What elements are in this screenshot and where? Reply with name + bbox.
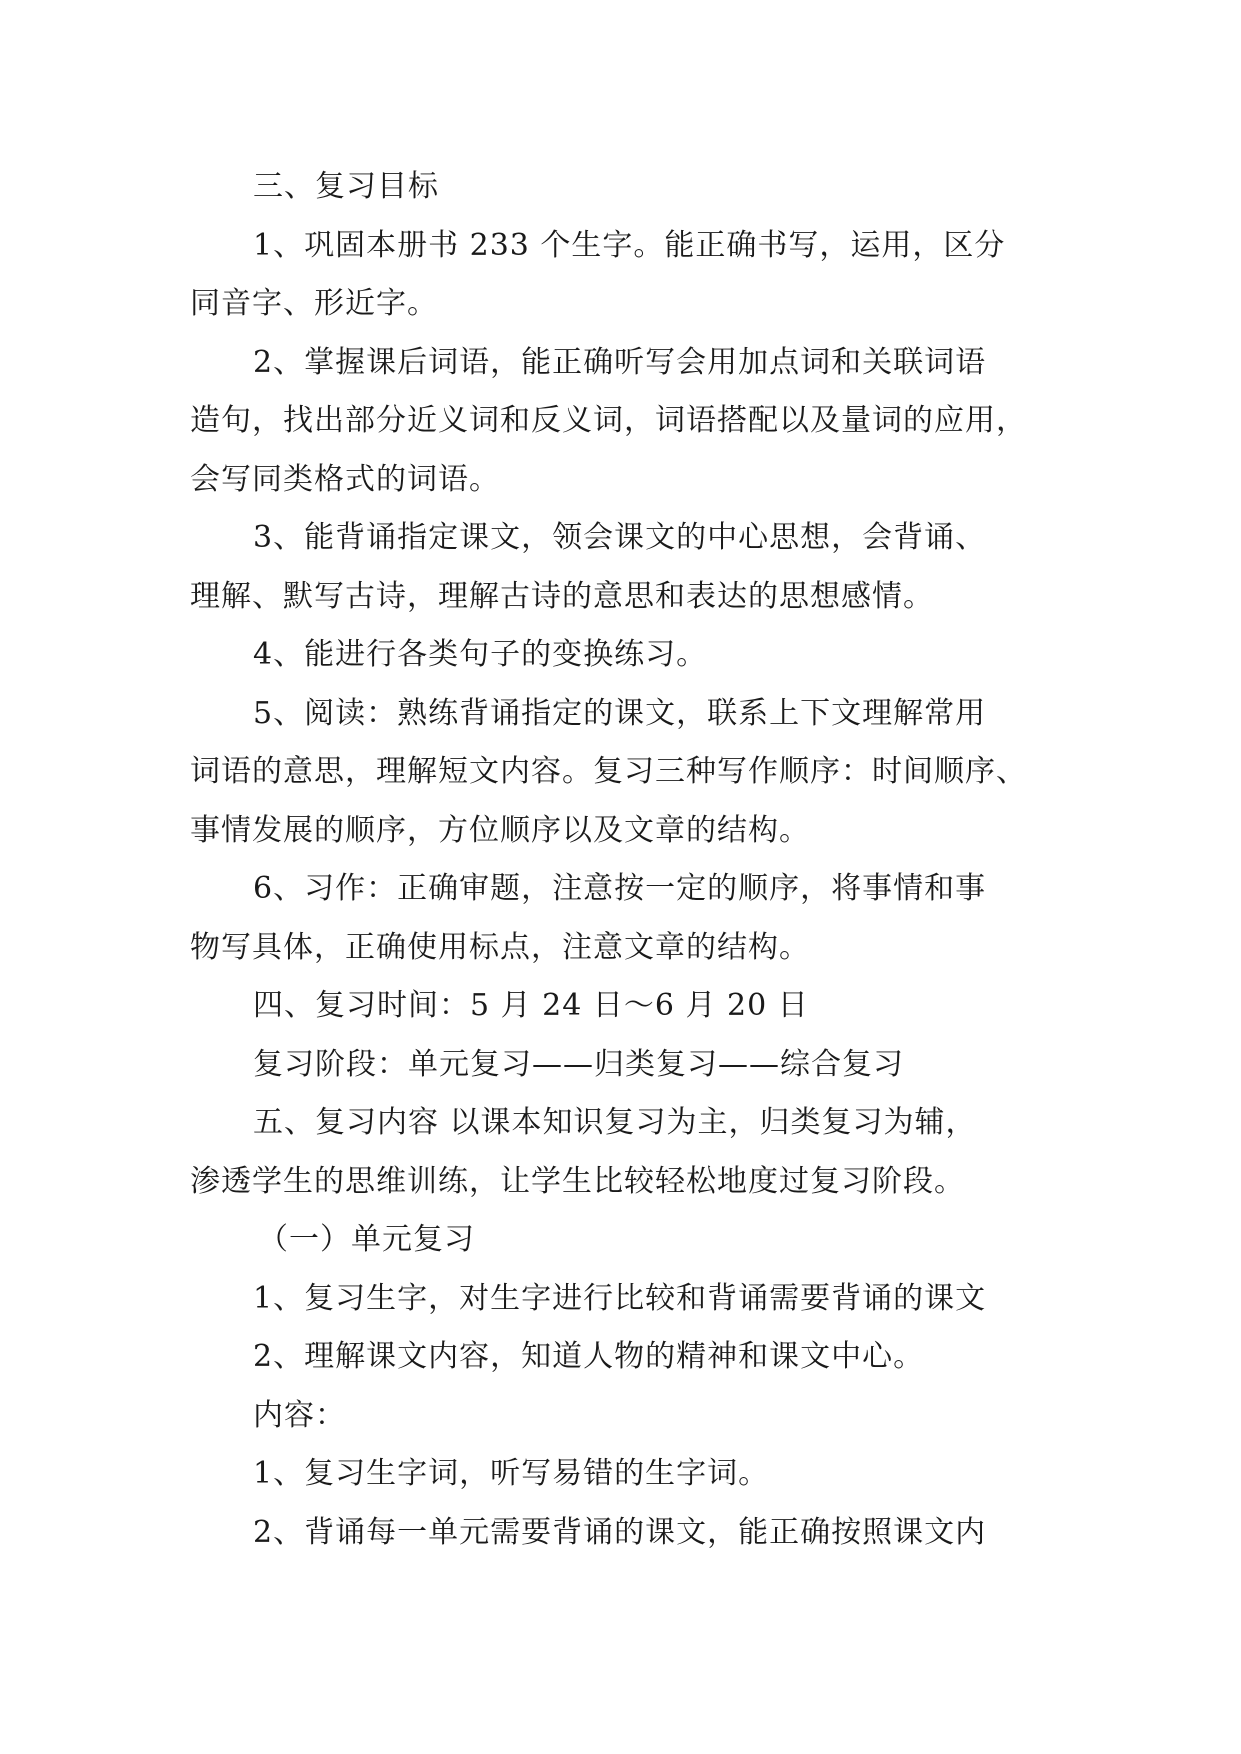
text-line: 1、复习生字，对生字进行比较和背诵需要背诵的课文 bbox=[253, 1280, 987, 1316]
text-line: 五、复习内容 以课本知识复习为主，归类复习为辅， bbox=[253, 1105, 977, 1140]
text-line: 2、理解课文内容，知道人物的精神和课文中心。 bbox=[253, 1339, 925, 1374]
text-line: 四、复习时间：5 月 24 日～6 月 20 日 bbox=[253, 988, 809, 1023]
goal-item-2 bbox=[190, 334, 1052, 510]
text-line: （一）单元复习 bbox=[258, 1222, 475, 1257]
goal-item-1 bbox=[190, 217, 1052, 334]
label-content bbox=[190, 1387, 1052, 1446]
text-line: 2、掌握课后词语，能正确听写会用加点词和关联词语 bbox=[253, 344, 987, 380]
text-line: 1、巩固本册书 233 个生字。能正确书写，运用，区分 bbox=[253, 227, 1006, 263]
heading-review-time bbox=[190, 977, 1052, 1036]
text-line: 三、复习目标 bbox=[253, 169, 439, 204]
text-line: 复习阶段：单元复习——归类复习——综合复习 bbox=[253, 1046, 904, 1082]
document-body bbox=[190, 158, 1052, 1562]
text-line: 同音字、形近字。 bbox=[190, 286, 438, 321]
text-line: 3、能背诵指定课文，领会课文的中心思想，会背诵、 bbox=[253, 520, 987, 555]
text-line: 造句，找出部分近义词和反义词，词语搭配以及量词的应用， bbox=[190, 403, 1027, 438]
goal-item-3 bbox=[190, 509, 1052, 626]
goal-item-4 bbox=[190, 626, 1052, 685]
text-line: 事情发展的顺序，方位顺序以及文章的结构。 bbox=[190, 812, 810, 848]
text-line: 理解、默写古诗，理解古诗的意思和表达的思想感情。 bbox=[190, 578, 934, 614]
unit-item-2 bbox=[190, 1328, 1052, 1387]
heading-review-content bbox=[190, 1094, 1052, 1211]
content-item-1 bbox=[190, 1445, 1052, 1504]
text-line: 物写具体，正确使用标点，注意文章的结构。 bbox=[190, 929, 810, 965]
unit-item-1 bbox=[190, 1270, 1052, 1329]
subheading-unit-review bbox=[190, 1211, 1052, 1270]
text-line: 4、能进行各类句子的变换练习。 bbox=[253, 637, 708, 672]
heading-review-goals bbox=[190, 158, 1052, 217]
text-line: 5、阅读：熟练背诵指定的课文，联系上下文理解常用 bbox=[253, 695, 987, 731]
goal-item-6 bbox=[190, 860, 1052, 977]
text-line: 词语的意思，理解短文内容。复习三种写作顺序：时间顺序、 bbox=[190, 754, 1027, 789]
text-line: 1、复习生字词，听写易错的生字词。 bbox=[253, 1456, 770, 1491]
text-line: 会写同类格式的词语。 bbox=[190, 461, 500, 497]
text-line: 6、习作：正确审题，注意按一定的顺序，将事情和事 bbox=[253, 871, 987, 906]
content-item-2 bbox=[190, 1504, 1052, 1563]
text-line: 渗透学生的思维训练，让学生比较轻松地度过复习阶段。 bbox=[190, 1163, 965, 1199]
text-line: 内容： bbox=[253, 1397, 346, 1433]
review-stages bbox=[190, 1036, 1052, 1095]
text-line: 2、背诵每一单元需要背诵的课文，能正确按照课文内 bbox=[253, 1514, 987, 1550]
goal-item-5 bbox=[190, 685, 1052, 861]
